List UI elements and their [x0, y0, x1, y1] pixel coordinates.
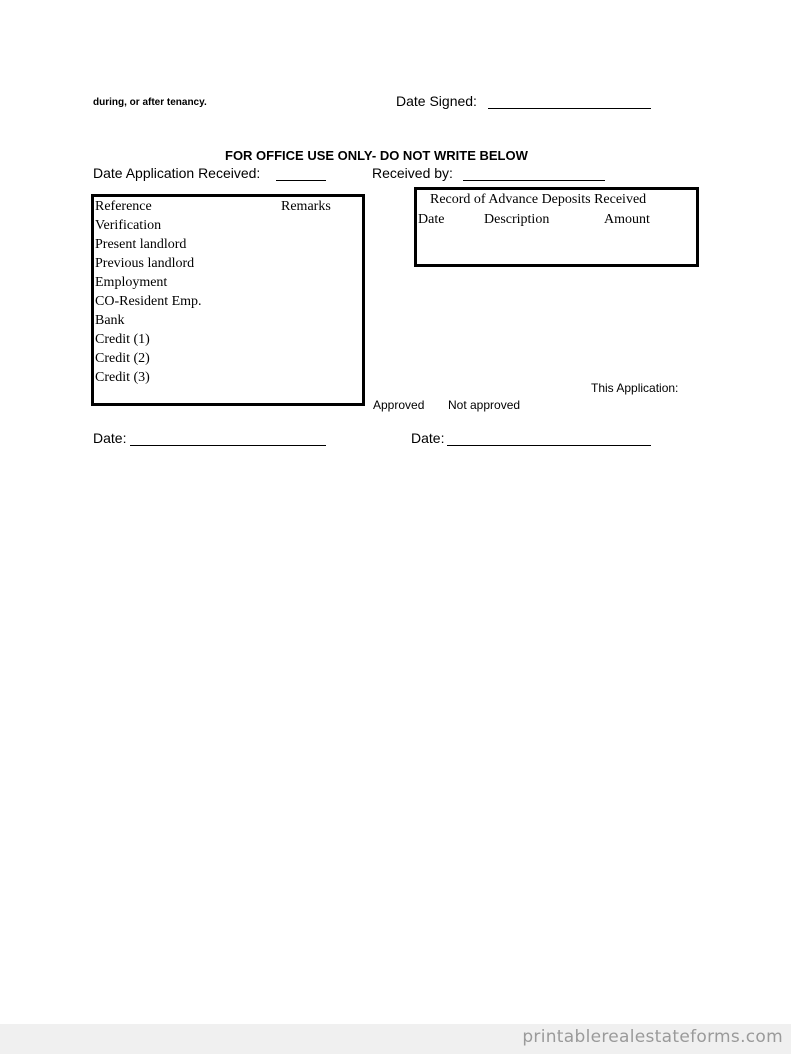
approved-option[interactable]: Approved: [373, 398, 425, 412]
reference-item: Credit (1): [95, 332, 150, 347]
date-left-label: Date:: [93, 430, 127, 446]
site-watermark[interactable]: printablerealestateforms.com: [522, 1027, 783, 1047]
date-right-line[interactable]: [447, 445, 651, 446]
office-use-heading: FOR OFFICE USE ONLY- DO NOT WRITE BELOW: [225, 148, 528, 163]
remarks-header: Remarks: [281, 199, 331, 214]
reference-item: CO-Resident Emp.: [95, 294, 202, 309]
received-by-label: Received by:: [372, 165, 453, 181]
date-signed-line[interactable]: [488, 108, 651, 109]
date-signed-label: Date Signed:: [396, 93, 477, 109]
reference-item: Previous landlord: [95, 256, 195, 271]
reference-header: Reference: [95, 199, 152, 214]
footer-bar: [0, 1024, 791, 1054]
reference-item: Verification: [95, 218, 162, 233]
advance-deposits-title: Record of Advance Deposits Received: [430, 192, 647, 207]
received-by-line[interactable]: [463, 180, 605, 181]
date-application-received-label: Date Application Received:: [93, 165, 261, 181]
reference-item: Employment: [95, 275, 168, 290]
reference-item: Credit (2): [95, 351, 150, 366]
reference-item: Present landlord: [95, 237, 187, 252]
not-approved-option[interactable]: Not approved: [448, 398, 521, 412]
this-application-label: This Application:: [591, 381, 679, 395]
date-left-line[interactable]: [130, 445, 326, 446]
date-right-label: Date:: [411, 430, 445, 446]
deposits-date-header: Date: [418, 212, 445, 227]
tenancy-note: during, or after tenancy.: [93, 97, 207, 108]
deposits-description-header: Description: [484, 212, 550, 227]
date-application-received-line[interactable]: [276, 180, 326, 181]
deposits-amount-header: Amount: [604, 212, 650, 227]
reference-item: Bank: [95, 313, 125, 328]
reference-item: Credit (3): [95, 370, 150, 385]
